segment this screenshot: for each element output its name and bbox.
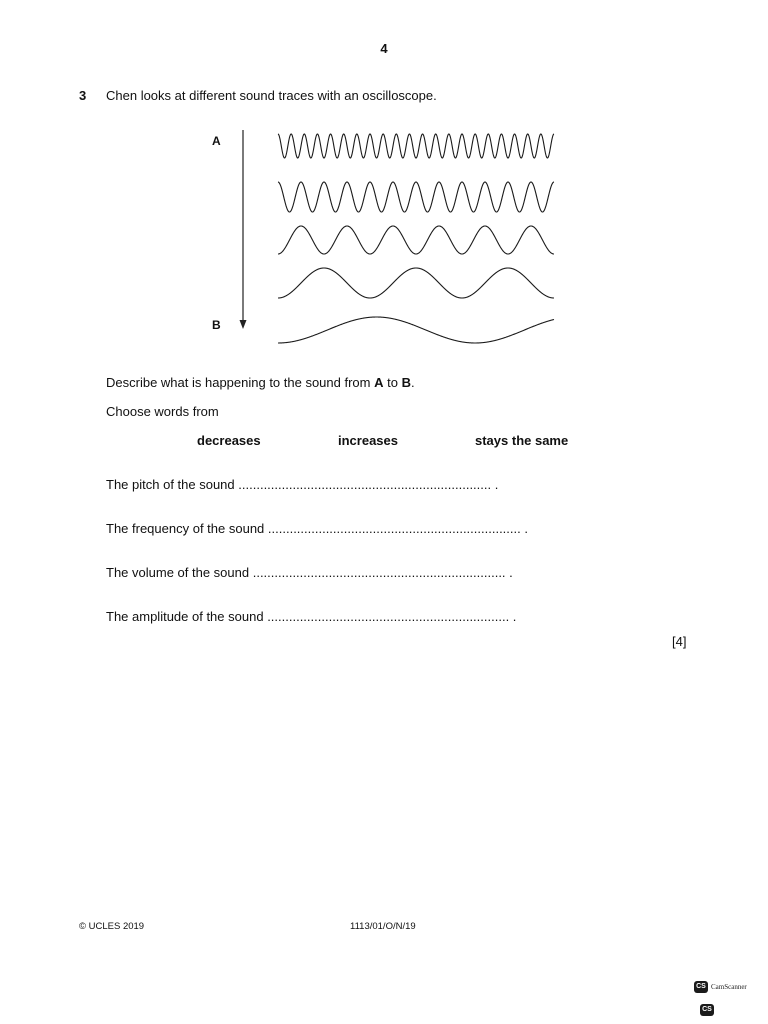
answer-end: . bbox=[491, 477, 499, 492]
answer-dots[interactable]: ...................................................................... bbox=[252, 565, 506, 580]
answer-end: . bbox=[505, 565, 513, 580]
answer-line-amplitude[interactable] bbox=[106, 609, 516, 624]
camscanner-logo-icon: CS bbox=[694, 981, 708, 993]
answer-label: The frequency of the sound bbox=[106, 521, 265, 536]
camscanner-name: CamScanner bbox=[711, 983, 747, 991]
question-stem: Chen looks at different sound traces with an oscilloscope. bbox=[106, 88, 437, 103]
describe-text-post: . bbox=[410, 375, 415, 390]
footer-copyright: © UCLES 2019 bbox=[79, 921, 145, 932]
sound-trace-5 bbox=[278, 317, 554, 343]
answer-dots[interactable]: ...................................................................... bbox=[238, 477, 492, 492]
label-a: A bbox=[212, 134, 221, 148]
page-number: 4 bbox=[380, 41, 388, 56]
answer-end: . bbox=[509, 609, 517, 624]
answer-line-pitch[interactable] bbox=[106, 477, 498, 492]
sound-trace-4 bbox=[278, 268, 554, 298]
choice-stays-the-same: stays the same bbox=[475, 433, 569, 448]
answer-label: The pitch of the sound bbox=[106, 477, 235, 492]
answer-label: The amplitude of the sound bbox=[106, 609, 264, 624]
describe-a: A bbox=[374, 375, 384, 390]
choice-decreases: decreases bbox=[197, 433, 261, 448]
question-number: 3 bbox=[79, 88, 87, 103]
arrow-a-to-b bbox=[240, 130, 247, 329]
answer-line-volume[interactable] bbox=[106, 565, 513, 580]
camscanner-watermark bbox=[694, 981, 747, 993]
describe-instruction bbox=[106, 375, 415, 390]
marks-total: [4] bbox=[672, 634, 687, 649]
answer-line-frequency[interactable] bbox=[106, 521, 528, 536]
answer-dots[interactable]: ................................................................... bbox=[267, 609, 510, 624]
answer-label: The volume of the sound bbox=[106, 565, 250, 580]
describe-b: B bbox=[401, 375, 411, 390]
answer-end: . bbox=[520, 521, 528, 536]
choose-instruction: Choose words from bbox=[106, 404, 219, 419]
sound-trace-3 bbox=[278, 226, 554, 254]
oscilloscope-traces-diagram bbox=[0, 0, 768, 360]
answer-dots[interactable]: ...................................................................... bbox=[267, 521, 521, 536]
label-b: B bbox=[212, 318, 221, 332]
footer-paper-code: 1113/01/O/N/19 bbox=[350, 921, 416, 932]
camscanner-logo-icon-small: CS bbox=[700, 1004, 714, 1016]
describe-text-mid: to bbox=[383, 375, 402, 390]
describe-text-pre: Describe what is happening to the sound from bbox=[106, 375, 375, 390]
choice-increases: increases bbox=[338, 433, 398, 448]
sound-trace-2 bbox=[278, 182, 554, 212]
sound-trace-1 bbox=[278, 134, 554, 158]
